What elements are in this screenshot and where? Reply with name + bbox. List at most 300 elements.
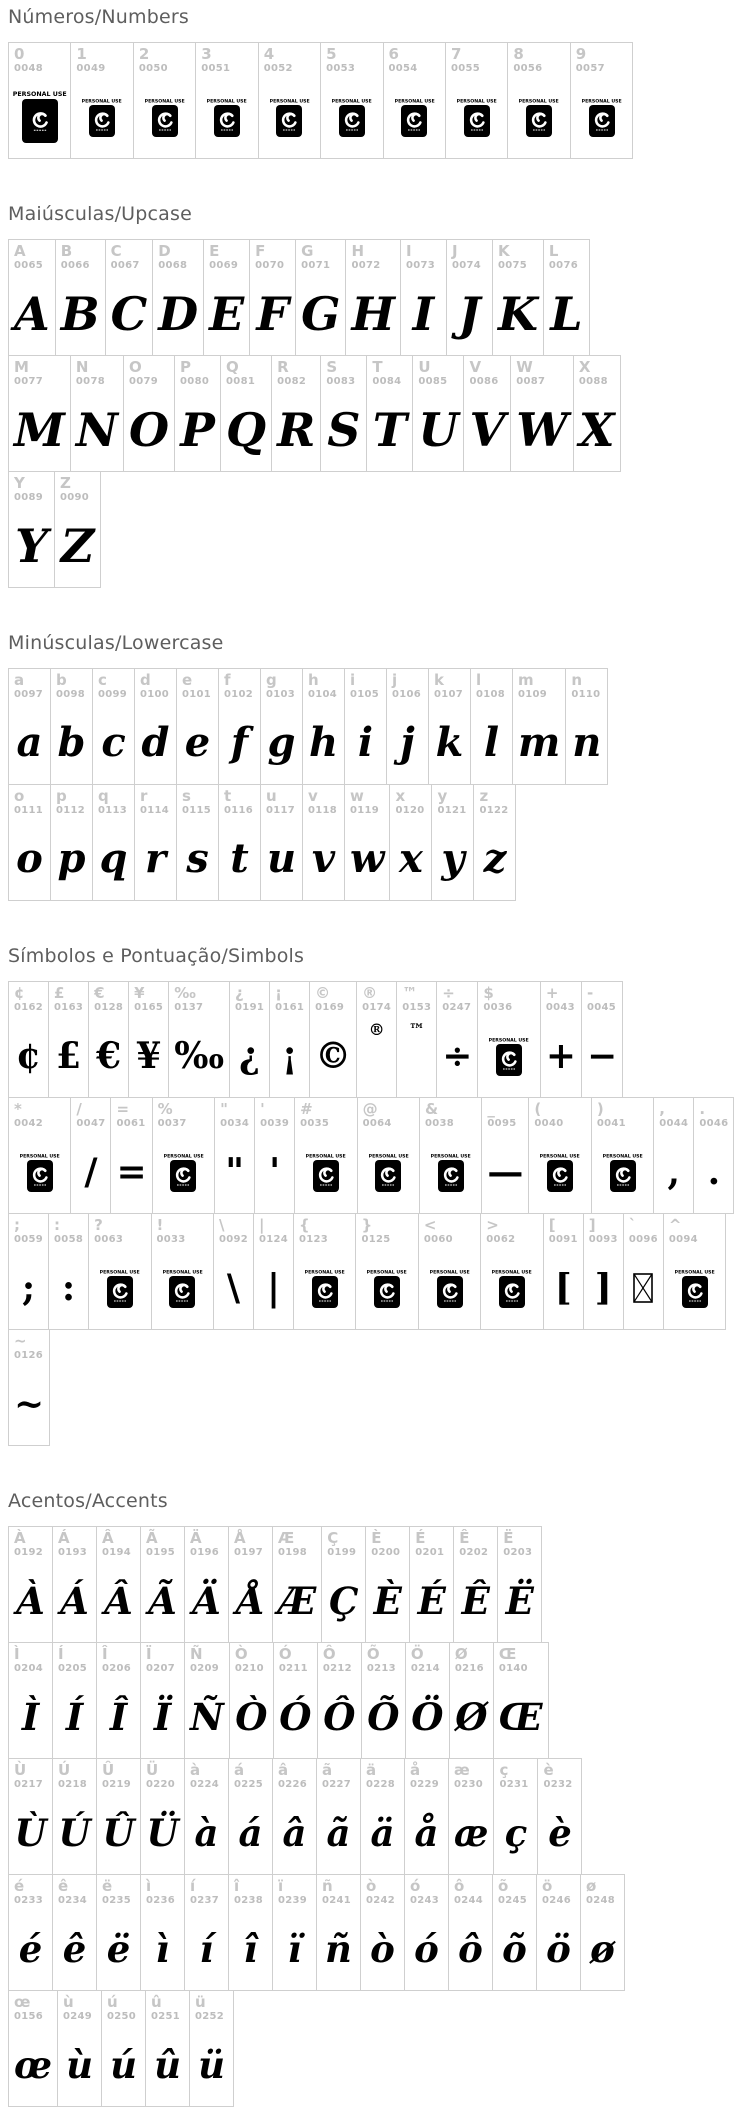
- section-title-symbols: Símbolos e Pontuação/Simbols: [8, 945, 305, 967]
- glyph-preview: [224, 701, 255, 779]
- glyph-unicode-code: 0174: [362, 1002, 392, 1013]
- glyph-unicode-code: 0205: [58, 1663, 88, 1674]
- glyph-character: u: [266, 835, 297, 882]
- glyph-preview: [209, 272, 244, 350]
- glyph-char-label: ~: [14, 1332, 27, 1350]
- glyph-char-label: Z: [60, 474, 71, 492]
- glyph-cell: [492, 1874, 537, 1991]
- glyph-character: Z: [60, 519, 95, 573]
- glyph-cell: [8, 1758, 53, 1875]
- glyph-character: œ: [14, 2042, 53, 2087]
- glyph-character: \: [226, 1267, 241, 1309]
- glyph-character: Ø: [455, 1694, 488, 1739]
- glyph-character: V: [469, 403, 506, 457]
- glyph-char-label: #: [300, 1100, 313, 1118]
- glyph-char-label: -: [587, 984, 594, 1002]
- glyph-preview: [402, 1014, 431, 1092]
- glyph-preview: [452, 272, 487, 350]
- personal-use-logo: [300, 1152, 351, 1192]
- glyph-character: v: [311, 835, 336, 882]
- spiral-e-icon: [592, 109, 612, 133]
- glyph-char-label: *: [14, 1100, 22, 1118]
- glyph-character: C: [110, 287, 148, 341]
- glyph-unicode-code: 0117: [266, 805, 296, 816]
- glyph-cell: [55, 239, 106, 356]
- glyph-cell: [565, 668, 608, 785]
- glyph-character: n: [572, 719, 602, 766]
- glyph-char-label: v: [308, 787, 318, 805]
- spiral-e-icon: [404, 109, 424, 133]
- glyph-row: [8, 239, 590, 356]
- glyph-cell: [184, 1642, 230, 1759]
- glyph-cell: [110, 1097, 152, 1214]
- glyph-cell: [174, 355, 221, 472]
- glyph-character: =: [116, 1151, 147, 1193]
- glyph-cell: [293, 1213, 356, 1330]
- glyph-unicode-code: 0193: [58, 1547, 88, 1558]
- personal-use-caption: PERSONAL USE: [489, 1037, 530, 1043]
- glyph-unicode-code: 0224: [190, 1779, 220, 1790]
- glyph-character: Ü: [146, 1810, 179, 1855]
- glyph-char-label: t: [224, 787, 232, 805]
- glyph-character: Ô: [323, 1694, 356, 1739]
- glyph-cell: [70, 355, 124, 472]
- glyph-preview: [61, 272, 100, 350]
- glyph-character: T: [372, 403, 407, 457]
- glyph-preview: [546, 1014, 576, 1092]
- glyph-char-label: Ó: [278, 1645, 292, 1663]
- glyph-preview: [140, 701, 171, 779]
- glyph-cell: [477, 981, 540, 1098]
- personal-use-caption: PERSONAL USE: [144, 98, 185, 104]
- glyph-unicode-code: 0239: [278, 1895, 308, 1906]
- personal-use-caption: PERSONAL USE: [206, 98, 248, 104]
- glyph-cell: [663, 1213, 726, 1330]
- glyph-preview: [454, 1907, 487, 1985]
- glyph-preview: [102, 1907, 135, 1985]
- glyph-preview: [234, 1559, 267, 1637]
- glyph-cell: [184, 1526, 229, 1643]
- glyph-preview: [134, 1014, 163, 1092]
- glyph-char-label: K: [497, 242, 510, 260]
- glyph-cell: [510, 355, 574, 472]
- spiral-e-icon: [613, 1164, 633, 1188]
- glyph-unicode-code: 0225: [234, 1779, 264, 1790]
- personal-use-caption: PERSONAL USE: [430, 1153, 471, 1159]
- glyph-preview: [479, 817, 510, 895]
- glyph-cell: [152, 239, 204, 356]
- glyph-character: a: [16, 719, 43, 766]
- glyph-preview: [326, 388, 361, 466]
- glyph-character: Ä: [192, 1578, 221, 1623]
- logo-box: [89, 105, 115, 137]
- glyph-char-label: }: [361, 1216, 373, 1234]
- glyph-char-label: ú: [107, 1993, 118, 2011]
- glyph-unicode-code: 0035: [300, 1118, 330, 1129]
- glyph-char-label: J: [451, 242, 458, 260]
- glyph-preview: [190, 1675, 224, 1753]
- glyph-cell: [573, 355, 621, 472]
- glyph-preview: [54, 1014, 83, 1092]
- glyph-row: [8, 668, 608, 785]
- glyph-char-label: L: [548, 242, 559, 260]
- glyph-unicode-code: 0089: [14, 492, 44, 503]
- personal-use-caption: PERSONAL USE: [163, 1153, 204, 1159]
- glyph-character: q: [99, 835, 128, 882]
- glyph-character: ù: [66, 2042, 93, 2087]
- glyph-preview: [327, 1559, 360, 1637]
- glyph-cell: [389, 784, 432, 901]
- glyph-unicode-code: 0126: [14, 1350, 44, 1361]
- logo-box: [526, 105, 552, 137]
- glyph-cell: [168, 981, 230, 1098]
- glyph-character: ¢: [15, 1035, 42, 1077]
- glyph-char-label: F: [255, 242, 266, 260]
- glyph-cell: [317, 1642, 362, 1759]
- glyph-char-label: ®: [362, 984, 378, 1002]
- spiral-e-icon: [155, 109, 175, 133]
- glyph-char-label: 1: [76, 45, 87, 63]
- glyph-unicode-code: 0123: [299, 1234, 329, 1245]
- glyph-cell: [428, 668, 471, 785]
- glyph-char-label: V: [469, 358, 482, 376]
- glyph-char-label: A: [14, 242, 26, 260]
- glyph-char-label: <: [423, 1216, 437, 1234]
- glyph-preview: [14, 272, 50, 350]
- section-numbers: [8, 6, 653, 159]
- glyph-character: .: [707, 1151, 721, 1193]
- glyph-unicode-code: 0112: [56, 805, 86, 816]
- glyph-unicode-code: 0226: [278, 1779, 308, 1790]
- glyph-cell: [8, 1642, 53, 1759]
- glyph-cell: [344, 668, 387, 785]
- glyph-char-label: Ò: [234, 1645, 248, 1663]
- glyph-char-label: ¥: [134, 984, 145, 1002]
- glyph-char-label: ': [260, 1100, 265, 1118]
- glyph-unicode-code: 0068: [158, 260, 188, 271]
- glyph-cell: [386, 668, 429, 785]
- glyph-character: p: [57, 835, 86, 882]
- glyph-cell: [8, 1990, 58, 2107]
- glyph-unicode-code: 0119: [350, 805, 380, 816]
- glyph-cell: [54, 471, 101, 588]
- glyph-preview: [219, 1246, 248, 1324]
- glyph-character: ¡: [281, 1035, 298, 1077]
- spiral-e-icon: [499, 1048, 519, 1072]
- glyph-unicode-code: 0125: [361, 1234, 391, 1245]
- glyph-character: È: [373, 1578, 402, 1623]
- glyph-unicode-code: 0069: [209, 260, 239, 271]
- glyph-character: G: [301, 287, 341, 341]
- glyph-character: Ì: [21, 1694, 40, 1739]
- glyph-preview: [389, 75, 440, 153]
- glyph-row: [8, 784, 516, 901]
- glyph-unicode-code: 0217: [14, 1779, 44, 1790]
- glyph-character: D: [158, 287, 199, 341]
- glyph-unicode-code: 0084: [372, 376, 402, 387]
- glyph-character: è: [548, 1810, 572, 1855]
- glyph-cell: [493, 1758, 538, 1875]
- glyph-preview: [516, 388, 568, 466]
- logo-box: [589, 105, 615, 137]
- glyph-preview: [542, 1907, 575, 1985]
- glyph-unicode-code: 0058: [54, 1234, 84, 1245]
- glyph-char-label: e: [182, 671, 193, 689]
- glyph-cell: [218, 668, 261, 785]
- glyph-cell: [134, 668, 177, 785]
- logo-box: [499, 1276, 525, 1308]
- glyph-preview: [14, 1014, 43, 1092]
- glyph-unicode-code: 0196: [190, 1547, 220, 1558]
- glyph-unicode-code: 0106: [392, 689, 422, 700]
- glyph-char-label: 8: [513, 45, 524, 63]
- glyph-unicode-code: 0218: [58, 1779, 88, 1790]
- glyph-character: ~: [14, 1383, 45, 1425]
- glyph-preview: [260, 1130, 289, 1208]
- personal-use-logo: [486, 1268, 537, 1308]
- glyph-preview: [587, 1014, 617, 1092]
- glyph-preview: [151, 2023, 184, 2101]
- glyph-cell: [8, 981, 49, 1098]
- glyph-cell: [52, 1642, 97, 1759]
- glyph-cell: [134, 784, 177, 901]
- logo-box: [107, 1276, 133, 1308]
- glyph-unicode-code: 0073: [405, 260, 435, 271]
- glyph-char-label: Â: [102, 1529, 114, 1547]
- glyph-character: æ: [454, 1810, 489, 1855]
- glyph-character: s: [186, 835, 209, 882]
- glyph-unicode-code: 0091: [548, 1234, 578, 1245]
- glyph-character: Õ: [367, 1694, 400, 1739]
- glyph-preview: [58, 1675, 91, 1753]
- glyph-unicode-code: 0103: [266, 689, 296, 700]
- glyph-unicode-code: 0074: [451, 260, 481, 271]
- glyph-char-label: l: [476, 671, 482, 689]
- glyph-character: Ê: [461, 1578, 490, 1623]
- glyph-character: [: [554, 1267, 572, 1309]
- glyph-cell: [48, 1213, 89, 1330]
- logo-box: [375, 1160, 401, 1192]
- glyph-char-label: £: [54, 984, 65, 1002]
- glyph-preview: [277, 388, 315, 466]
- spiral-e-icon: [440, 1280, 460, 1304]
- spiral-e-icon: [30, 105, 50, 137]
- glyph-preview: [14, 1362, 44, 1440]
- glyph-char-label: U: [418, 358, 431, 376]
- glyph-preview: [58, 1559, 91, 1637]
- glyph-cell: [295, 239, 346, 356]
- glyph-char-label: ¿: [235, 984, 244, 1002]
- glyph-cell: [623, 1213, 664, 1330]
- glyph-char-label: 0: [14, 45, 25, 63]
- personal-use-logo: [76, 97, 127, 137]
- glyph-cell: [361, 1642, 406, 1759]
- glyph-character: −: [587, 1035, 618, 1077]
- glyph-preview: [503, 1559, 536, 1637]
- glyph-unicode-code: 0214: [410, 1663, 440, 1674]
- glyph-cell: [320, 42, 383, 159]
- glyph-cell: [140, 1642, 185, 1759]
- glyph-unicode-code: 0087: [516, 376, 546, 387]
- section-title-accents: Acentos/Accents: [8, 1490, 168, 1512]
- glyph-character: |: [266, 1267, 281, 1309]
- glyph-char-label: ): [596, 1100, 604, 1118]
- glyph-unicode-code: 0122: [479, 805, 509, 816]
- glyph-char-label: ¢: [14, 984, 25, 1002]
- glyph-char-label: 2: [138, 45, 150, 63]
- glyph-preview: [367, 1675, 400, 1753]
- glyph-unicode-code: 0137: [174, 1002, 204, 1013]
- glyph-char-label: p: [56, 787, 67, 805]
- glyph-preview: [410, 1791, 443, 1869]
- glyph-preview: [351, 272, 394, 350]
- glyph-char-label: 7: [450, 45, 462, 63]
- personal-use-logo: [425, 1152, 476, 1192]
- glyph-unicode-code: 0162: [14, 1002, 44, 1013]
- glyph-character: Ç: [329, 1578, 359, 1623]
- glyph-character: m: [518, 719, 561, 766]
- glyph-preview: [116, 1130, 146, 1208]
- glyph-preview: [14, 817, 45, 895]
- glyph-cell: [96, 1874, 141, 1991]
- section-uppercase: [8, 203, 653, 588]
- glyph-row: [8, 1329, 50, 1446]
- glyph-unicode-code: 0060: [423, 1234, 453, 1245]
- glyph-preview: [323, 1675, 356, 1753]
- glyph-unicode-code: 0050: [138, 63, 168, 74]
- glyph-unicode-code: 0054: [388, 63, 418, 74]
- glyph-character: ñ: [325, 1926, 352, 1971]
- glyph-cell: [253, 1213, 294, 1330]
- glyph-unicode-code: 0195: [146, 1547, 176, 1558]
- glyph-char-label: ™: [402, 984, 418, 1002]
- glyph-preview: [190, 1791, 223, 1869]
- glyph-row: [8, 1526, 542, 1643]
- glyph-cell: [229, 981, 270, 1098]
- glyph-unicode-code: 0113: [98, 805, 128, 816]
- glyph-character: x: [399, 835, 423, 882]
- glyph-char-label: Ï: [146, 1645, 152, 1663]
- glyph-unicode-code: 0247: [442, 1002, 472, 1013]
- glyph-character: Y: [15, 519, 48, 573]
- glyph-char-label: R: [277, 358, 289, 376]
- glyph-character: å: [414, 1810, 439, 1855]
- glyph-unicode-code: 0076: [548, 260, 578, 271]
- glyph-cell: [96, 1526, 141, 1643]
- glyph-cell: [321, 1526, 366, 1643]
- glyph-unicode-code: 0107: [434, 689, 464, 700]
- personal-use-logo: [201, 97, 252, 137]
- glyph-cell: [309, 981, 357, 1098]
- glyph-unicode-code: 0048: [14, 63, 44, 74]
- spiral-e-icon: [279, 109, 299, 133]
- glyph-cell: [448, 1758, 494, 1875]
- logo-box: [496, 1044, 522, 1076]
- logo-box: [22, 99, 58, 143]
- glyph-preview: [255, 272, 290, 350]
- glyph-cell: [8, 1097, 71, 1214]
- glyph-character: Ë: [505, 1578, 534, 1623]
- glyph-unicode-code: 0090: [60, 492, 90, 503]
- logo-box: [27, 1160, 53, 1192]
- personal-use-logo: [299, 1268, 350, 1308]
- glyph-preview: [498, 1907, 531, 1985]
- glyph-preview: [58, 1791, 91, 1869]
- glyph-row: [8, 1642, 549, 1759]
- glyph-character: J: [458, 287, 481, 341]
- glyph-character: L: [550, 287, 583, 341]
- glyph-cell: [8, 1526, 53, 1643]
- glyph-unicode-code: 0055: [450, 63, 480, 74]
- glyph-cell: [383, 42, 446, 159]
- glyph-character: A: [14, 287, 50, 341]
- glyph-char-label: Ù: [14, 1761, 27, 1779]
- logo-box: [464, 105, 490, 137]
- glyph-char-label: o: [14, 787, 25, 805]
- glyph-preview: [146, 1907, 179, 1985]
- glyph-cell: [344, 784, 390, 901]
- glyph-cell: [88, 981, 129, 1098]
- glyph-char-label: ã: [322, 1761, 333, 1779]
- glyph-unicode-code: 0249: [63, 2011, 93, 2022]
- glyph-cell: [412, 355, 464, 472]
- glyph-character: ©: [315, 1035, 352, 1077]
- glyph-character: ã: [326, 1810, 351, 1855]
- glyph-preview: [14, 2023, 52, 2101]
- glyph-unicode-code: 0059: [14, 1234, 44, 1245]
- glyph-character: R: [277, 403, 316, 457]
- glyph-cell: [8, 1874, 53, 1991]
- glyph-char-label: Ã: [146, 1529, 158, 1547]
- glyph-cell: [218, 784, 261, 901]
- glyph-grid: [8, 668, 653, 901]
- glyph-preview: [235, 1014, 264, 1092]
- glyph-row: [8, 1990, 234, 2107]
- glyph-unicode-code: 0228: [366, 1779, 396, 1790]
- glyph-cell: [123, 355, 175, 472]
- personal-use-caption: PERSONAL USE: [304, 1269, 345, 1275]
- glyph-preview: [411, 1675, 444, 1753]
- glyph-cell: [228, 1874, 273, 1991]
- glyph-character: û: [154, 2042, 181, 2087]
- personal-use-caption: PERSONAL USE: [456, 98, 497, 104]
- glyph-char-label: ÷: [442, 984, 455, 1002]
- logo-box: [276, 105, 302, 137]
- glyph-preview: [299, 1246, 350, 1324]
- glyph-char-label: Ñ: [190, 1645, 203, 1663]
- glyph-unicode-code: 0072: [351, 260, 381, 271]
- glyph-unicode-code: 0169: [315, 1002, 345, 1013]
- logo-box: [438, 1160, 464, 1192]
- glyph-preview: [226, 388, 266, 466]
- glyph-char-label: d: [140, 671, 151, 689]
- glyph-preview: [190, 1907, 223, 1985]
- glyph-character: S: [327, 403, 361, 457]
- glyph-preview: [157, 1246, 208, 1324]
- glyph-preview: [669, 1246, 720, 1324]
- glyph-character: i: [357, 719, 374, 766]
- glyph-cell: [220, 355, 272, 472]
- glyph-character: E: [209, 287, 245, 341]
- glyph-unicode-code: 0203: [503, 1547, 533, 1558]
- glyph-cell: [269, 981, 310, 1098]
- glyph-char-label: 9: [575, 45, 587, 63]
- glyph-cell: [88, 1213, 151, 1330]
- personal-use-caption: PERSONAL USE: [367, 1269, 408, 1275]
- personal-use-logo: [389, 97, 440, 137]
- glyph-preview: [235, 1675, 268, 1753]
- glyph-cell: [356, 981, 397, 1098]
